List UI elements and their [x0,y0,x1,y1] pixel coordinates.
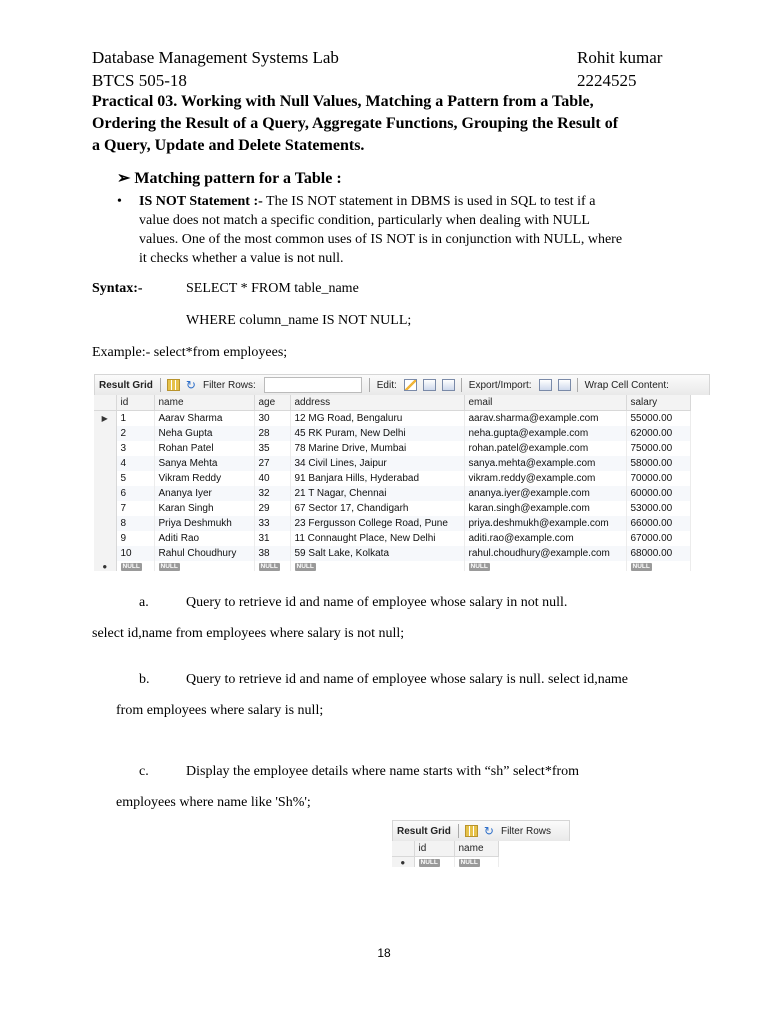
filter-rows-label: Filter Rows [500,825,551,837]
bullet-line: value does not match a specific condition, particularly when dealing with NULL [139,213,590,228]
practical-title-line: a Query, Update and Delete Statements. [92,137,365,154]
grid-toolbar [392,820,570,841]
cell-email[interactable]: vikram.reddy@example.com [464,471,626,486]
query-b-text: Query to retrieve id and name of employee whose salary is null. select id,name [186,672,629,687]
cell-address[interactable]: 21 T Nagar, Chennai [290,486,464,501]
cell-name[interactable]: Rohan Patel [154,441,254,456]
cell-salary[interactable]: 62000.00 [626,426,690,441]
column-header-address[interactable]: address [290,395,464,411]
export-import-label: Export/Import: [468,379,532,391]
section-heading: ➢ Matching pattern for a Table : [117,170,342,187]
row-indicator [94,471,116,486]
cell-age[interactable]: 30 [254,411,290,427]
result-grid-tab[interactable]: Result Grid [397,825,451,837]
bullet-paragraph [139,192,699,268]
cell-age[interactable]: 38 [254,546,290,561]
table-row[interactable] [94,471,690,486]
cell-name[interactable]: Ananya Iyer [154,486,254,501]
import-icon[interactable] [558,379,571,391]
grid-toolbar [94,374,710,395]
syntax-line-1: SELECT * FROM table_name [186,281,359,296]
cell-address[interactable]: 59 Salt Lake, Kolkata [290,546,464,561]
toolbar-divider [458,824,459,838]
bullet-line: it checks whether a value is not null. [139,251,344,266]
cell-name[interactable]: Aarav Sharma [154,411,254,427]
cell-age[interactable]: 33 [254,516,290,531]
cell-salary[interactable]: 66000.00 [626,516,690,531]
query-b-marker: b. [139,672,150,687]
cell-email[interactable]: aditi.rao@example.com [464,531,626,546]
course-code: BTCS 505-18 [92,71,187,90]
table-row[interactable] [94,501,690,516]
cell-name[interactable]: Karan Singh [154,501,254,516]
table-header-row [94,395,690,411]
table-row[interactable] [94,531,690,546]
cell-id[interactable] [116,561,154,571]
query-c-continuation: employees where name like 'Sh%'; [116,795,311,810]
grid-view-icon[interactable] [465,825,478,837]
table-row[interactable] [94,426,690,441]
row-indicator [94,426,116,441]
cell-id[interactable]: 10 [116,546,154,561]
row-indicator-header [392,841,414,857]
cell-id[interactable] [414,857,454,868]
edit-label: Edit: [376,379,397,391]
query-a-text: Query to retrieve id and name of employee whose salary in not null. [186,595,568,610]
null-badge: NULL [260,563,278,570]
cell-id[interactable]: 4 [116,456,154,471]
toolbar-divider [461,378,462,392]
cell-age[interactable]: 35 [254,441,290,456]
cell-id[interactable]: 1 [116,411,154,427]
bullet-marker: • [117,194,122,209]
new-row-placeholder[interactable] [392,857,498,868]
cell-email[interactable]: karan.singh@example.com [464,501,626,516]
cell-address[interactable]: 23 Fergusson College Road, Pune [290,516,464,531]
cell-name[interactable]: Priya Deshmukh [154,516,254,531]
result-grid-tab[interactable]: Result Grid [99,379,153,391]
bullet-line: values. One of the most common uses of IS NOT is in conjunction with NULL, where [139,232,623,247]
toolbar-divider [160,378,161,392]
employees-table [94,395,691,571]
new-row-icon: ● [94,561,116,571]
cell-email[interactable]: rohan.patel@example.com [464,441,626,456]
cell-email[interactable]: sanya.mehta@example.com [464,456,626,471]
null-badge: NULL [122,563,140,570]
row-indicator [94,501,116,516]
author-name: Rohit kumar [577,48,663,67]
row-indicator [94,531,116,546]
practical-title-line: Practical 03. Working with Null Values, Matching a Pattern from a Table, [92,93,594,110]
query-c-text: Display the employee details where name starts with “sh” select*from [186,764,580,779]
filter-rows-input[interactable] [264,377,362,393]
null-badge: NULL [632,563,650,570]
delete-row-icon[interactable] [442,379,455,391]
null-badge: NULL [470,563,488,570]
table-row[interactable] [94,411,690,427]
column-header-age[interactable]: age [254,395,290,411]
edit-row-icon[interactable] [404,379,417,391]
cell-salary[interactable]: 67000.00 [626,531,690,546]
table-row[interactable] [94,441,690,456]
cell-email[interactable] [464,561,626,571]
new-row-icon: ● [392,857,414,868]
cell-age[interactable]: 31 [254,531,290,546]
cell-age[interactable]: 32 [254,486,290,501]
course-name: Database Management Systems Lab [92,48,339,67]
toolbar-divider [577,378,578,392]
example-text: Example:- select*from employees; [92,345,288,360]
row-indicator [94,486,116,501]
query-a-sql: select id,name from employees where salary is not null; [92,626,405,641]
cell-name[interactable]: Vikram Reddy [154,471,254,486]
current-row-arrow-icon: ▶ [94,411,116,427]
row-indicator [94,516,116,531]
table-row[interactable] [94,516,690,531]
null-badge: NULL [420,859,438,866]
cell-age[interactable]: 29 [254,501,290,516]
cell-address[interactable]: 45 RK Puram, New Delhi [290,426,464,441]
cell-age[interactable] [254,561,290,571]
toolbar-divider [369,378,370,392]
null-badge: NULL [296,563,314,570]
cell-address[interactable]: 34 Civil Lines, Jaipur [290,456,464,471]
table-row[interactable] [94,546,690,561]
add-row-icon[interactable] [423,379,436,391]
cell-salary[interactable]: 60000.00 [626,486,690,501]
page-number: 18 [377,946,391,960]
cell-address[interactable]: 11 Connaught Place, New Delhi [290,531,464,546]
column-header-name[interactable]: name [454,841,498,857]
cell-address[interactable] [290,561,464,571]
practical-title [92,91,732,157]
query-c-marker: c. [139,764,149,779]
cell-salary[interactable]: 68000.00 [626,546,690,561]
column-header-id[interactable]: id [116,395,154,411]
bullet-term: IS NOT Statement :- [139,194,263,209]
cell-email[interactable]: ananya.iyer@example.com [464,486,626,501]
cell-id[interactable]: 2 [116,426,154,441]
cell-email[interactable]: rahul.choudhury@example.com [464,546,626,561]
cell-id[interactable]: 9 [116,531,154,546]
cell-age[interactable]: 27 [254,456,290,471]
cell-salary[interactable]: 55000.00 [626,411,690,427]
cell-salary[interactable]: 70000.00 [626,471,690,486]
cell-address[interactable]: 91 Banjara Hills, Hyderabad [290,471,464,486]
refresh-icon[interactable]: ↻ [483,824,494,838]
cell-salary[interactable]: 75000.00 [626,441,690,456]
result-grid-empty [392,820,570,867]
cell-id[interactable]: 8 [116,516,154,531]
cell-salary[interactable] [626,561,690,571]
new-row-placeholder[interactable] [94,561,690,571]
column-header-email[interactable]: email [464,395,626,411]
row-indicator [94,456,116,471]
cell-name[interactable]: Sanya Mehta [154,456,254,471]
roll-number: 2224525 [577,71,637,90]
cell-address[interactable]: 78 Marine Drive, Mumbai [290,441,464,456]
cell-id[interactable]: 6 [116,486,154,501]
cell-id[interactable]: 3 [116,441,154,456]
wrap-cell-label: Wrap Cell Content: [584,379,669,391]
table-row[interactable] [94,486,690,501]
query-b-continuation: from employees where salary is null; [116,703,324,718]
cell-salary[interactable]: 58000.00 [626,456,690,471]
table-header-row [392,841,498,857]
result-grid-employees [94,374,710,571]
cell-email[interactable]: aarav.sharma@example.com [464,411,626,427]
cell-age[interactable]: 28 [254,426,290,441]
cell-name[interactable]: Neha Gupta [154,426,254,441]
cell-address[interactable]: 12 MG Road, Bengaluru [290,411,464,427]
cell-name[interactable]: Aditi Rao [154,531,254,546]
null-badge: NULL [160,563,178,570]
cell-age[interactable]: 40 [254,471,290,486]
cell-email[interactable]: priya.deshmukh@example.com [464,516,626,531]
cell-name[interactable] [154,561,254,571]
null-badge: NULL [460,859,478,866]
row-indicator [94,441,116,456]
syntax-line-2: WHERE column_name IS NOT NULL; [186,313,412,328]
refresh-icon[interactable]: ↻ [185,378,196,392]
column-header-salary[interactable]: salary [626,395,690,411]
cell-name[interactable] [454,857,498,868]
table-row[interactable] [94,456,690,471]
row-indicator [94,546,116,561]
cell-id[interactable]: 7 [116,501,154,516]
cell-name[interactable]: Rahul Choudhury [154,546,254,561]
cell-email[interactable]: neha.gupta@example.com [464,426,626,441]
row-indicator-header [94,395,116,411]
bullet-line: The IS NOT statement in DBMS is used in SQL to test if a [262,194,596,209]
column-header-name[interactable]: name [154,395,254,411]
export-icon[interactable] [539,379,552,391]
cell-address[interactable]: 67 Sector 17, Chandigarh [290,501,464,516]
practical-title-line: Ordering the Result of a Query, Aggregate Functions, Grouping the Result of [92,115,619,132]
syntax-label: Syntax:- [92,281,143,296]
empty-result-table [392,841,499,867]
cell-id[interactable]: 5 [116,471,154,486]
column-header-id[interactable]: id [414,841,454,857]
filter-rows-label: Filter Rows: [202,379,256,391]
query-a-marker: a. [139,595,149,610]
cell-salary[interactable]: 53000.00 [626,501,690,516]
grid-view-icon[interactable] [167,379,180,391]
